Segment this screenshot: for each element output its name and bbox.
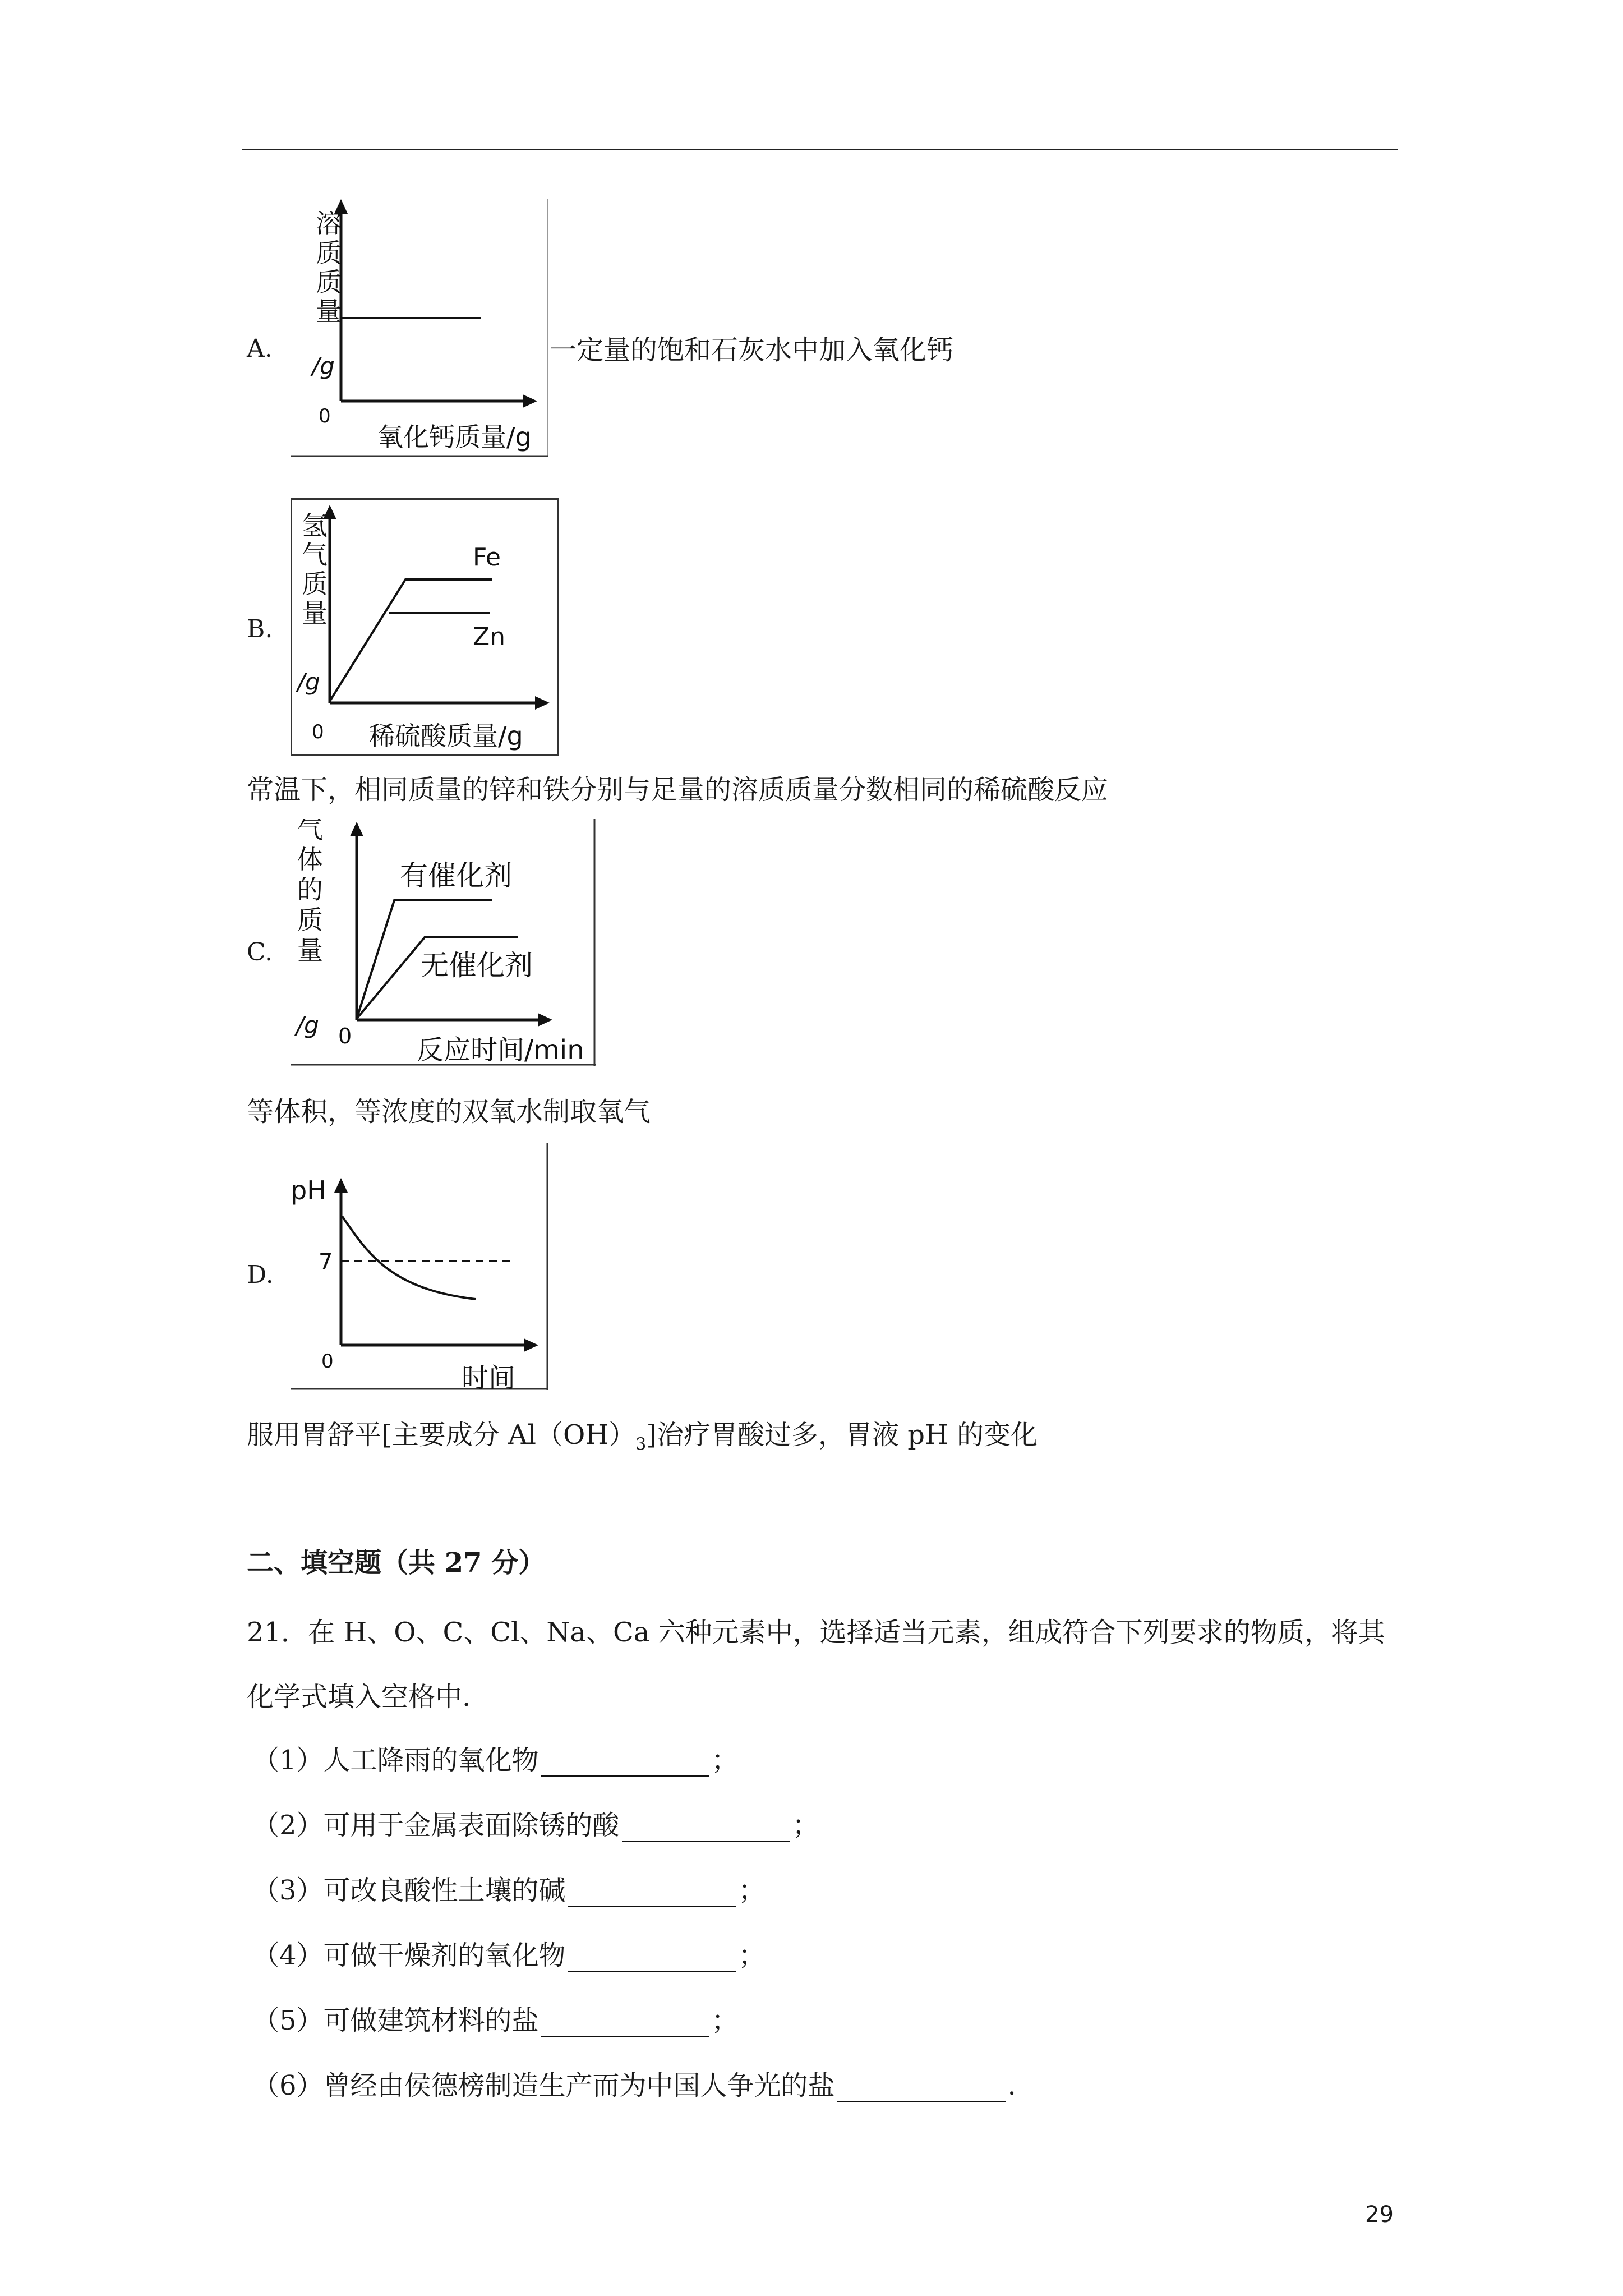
q21-stem-line1: 21．在 H、O、C、Cl、Na、Ca 六种元素中，选择适当元素，组成符合下列要求的物质，将其 <box>247 1617 1385 1648</box>
option-b-chart <box>291 498 560 756</box>
d-tick-7: 7 <box>319 1249 333 1275</box>
option-a-letter: A. <box>247 334 273 363</box>
a-ylabel-0: 溶 <box>316 209 342 239</box>
c-ylabel-3: 质 <box>297 905 323 935</box>
page-number: 29 <box>1365 2202 1394 2228</box>
option-b-letter: B. <box>247 615 273 643</box>
q21-item-3: （3）可改良酸性土壤的碱 ； <box>252 1875 766 1906</box>
q21-item-6: （6）曾经由侯德榜制造生产而为中国人争光的盐 . <box>252 2070 1016 2101</box>
b-xlabel: 稀硫酸质量/g <box>369 721 523 751</box>
q21-item-4: （4）可做干燥剂的氧化物 ； <box>252 1940 766 1971</box>
c-series-no-catalyst: 无催化剂 <box>421 949 533 982</box>
option-c-letter: C. <box>247 938 273 967</box>
option-b-caption: 常温下，相同质量的锌和铁分别与足量的溶质质量分数相同的稀硫酸反应 <box>247 774 1109 806</box>
b-origin: 0 <box>312 721 324 743</box>
section-title: 二、填空题（共 27 分） <box>247 1547 546 1579</box>
b-ylabel-1: 气 <box>302 540 328 570</box>
header-rule <box>242 149 1398 150</box>
a-xlabel: 氧化钙质量/g <box>377 422 532 452</box>
c-ylabel-5: /g <box>296 1011 319 1039</box>
a-origin: 0 <box>319 405 331 427</box>
a-ylabel-2: 质 <box>316 267 342 297</box>
q21-item-2: （2）可用于金属表面除锈的酸 ； <box>252 1810 819 1841</box>
q21-item-5: （5）可做建筑材料的盐 ； <box>252 2005 739 2036</box>
option-c-caption: 等体积，等浓度的双氧水制取氧气 <box>247 1096 651 1128</box>
b-ylabel-0: 氢 <box>302 510 328 541</box>
option-a-chart <box>291 199 548 457</box>
a-ylabel-3: 量 <box>316 296 342 326</box>
option-d-caption: 服用胃舒平[主要成分 $Al(OH)_3$]治疗胃酸过多，胃液 pH 的变化 <box>247 1419 1038 1455</box>
a-ylabel-1: 质 <box>316 238 342 268</box>
b-ylabel-4: /g <box>297 668 320 696</box>
option-d-chart <box>291 1143 548 1390</box>
b-ylabel-3: 量 <box>302 598 328 628</box>
b-ylabel-2: 质 <box>302 569 328 599</box>
option-d-letter: D. <box>247 1260 274 1289</box>
c-ylabel-0: 气 <box>297 819 323 844</box>
answer-blank-2[interactable] <box>622 1815 790 1842</box>
c-origin: 0 <box>338 1024 352 1048</box>
answer-blank-4[interactable] <box>568 1945 736 1972</box>
d-xlabel: 时间 <box>462 1363 516 1390</box>
c-ylabel-4: 量 <box>297 935 323 965</box>
d-origin: 0 <box>321 1350 334 1373</box>
option-a-caption: 一定量的饱和石灰水中加入氧化钙 <box>550 334 954 366</box>
b-series-zn: Zn <box>473 623 506 651</box>
q21-item-1: （1）人工降雨的氧化物 ； <box>252 1745 739 1776</box>
c-xlabel: 反应时间/min <box>417 1034 584 1066</box>
answer-blank-1[interactable] <box>541 1750 709 1777</box>
c-ylabel-2: 的 <box>297 875 323 905</box>
c-series-catalyst: 有催化剂 <box>400 859 512 892</box>
option-c-chart <box>291 819 596 1066</box>
b-series-fe: Fe <box>473 543 501 572</box>
d-ylabel: pH <box>291 1175 326 1205</box>
a-ylabel-4: /g <box>312 352 335 380</box>
answer-blank-5[interactable] <box>541 2010 709 2037</box>
answer-blank-6[interactable] <box>837 2075 1006 2102</box>
q21-stem-line2: 化学式填入空格中. <box>247 1681 471 1713</box>
c-ylabel-1: 体 <box>297 844 323 875</box>
answer-blank-3[interactable] <box>568 1880 736 1907</box>
